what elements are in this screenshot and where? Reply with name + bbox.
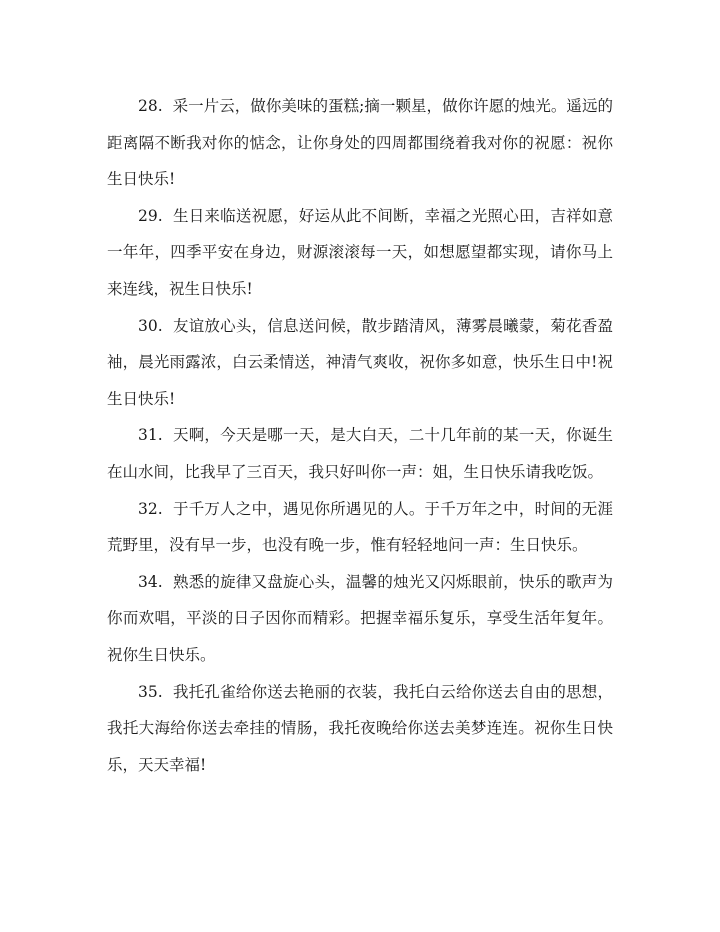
paragraph-number: 29. bbox=[138, 206, 163, 225]
paragraph-text: 熟悉的旋律又盘旋心头，温馨的烛光又闪烁眼前，快乐的歌声为你而欢唱，平淡的日子因你而精彩。把握幸福乐复乐，享受生活年复年。祝你生日快乐。 bbox=[107, 572, 613, 664]
document-body bbox=[107, 88, 613, 783]
paragraph-number: 32. bbox=[138, 499, 163, 518]
paragraph-35 bbox=[107, 674, 613, 784]
paragraph-number: 30. bbox=[138, 316, 163, 335]
paragraph-34 bbox=[107, 564, 613, 674]
paragraph-number: 31. bbox=[138, 426, 163, 445]
paragraph-text: 于千万人之中，遇见你所遇见的人。于千万年之中，时间的无涯荒野里，没有早一步，也没有晚一步，惟有轻轻地问一声：生日快乐。 bbox=[107, 499, 613, 555]
paragraph-text: 我托孔雀给你送去艳丽的衣装，我托白云给你送去自由的思想，我托大海给你送去牵挂的情肠，我托夜晚给你送去美梦连连。祝你生日快乐，天天幸福! bbox=[107, 682, 613, 774]
paragraph-text: 生日来临送祝愿，好运从此不间断，幸福之光照心田，吉祥如意一年年，四季平安在身边，财源滚滚每一天，如想愿望都实现，请你马上来连线，祝生日快乐! bbox=[107, 206, 613, 298]
paragraph-31 bbox=[107, 417, 613, 490]
paragraph-number: 34. bbox=[138, 572, 163, 591]
paragraph-30 bbox=[107, 308, 613, 418]
paragraph-28 bbox=[107, 88, 613, 198]
paragraph-text: 采一片云，做你美味的蛋糕;摘一颗星，做你许愿的烛光。遥远的距离隔不断我对你的惦念，让你身处的四周都围绕着我对你的祝愿：祝你生日快乐! bbox=[107, 97, 613, 189]
paragraph-text: 友谊放心头，信息送问候，散步踏清风，薄雾晨曦蒙，菊花香盈袖，晨光雨露浓，白云柔情送，神清气爽收，祝你多如意，快乐生日中!祝生日快乐! bbox=[107, 316, 613, 408]
paragraph-29 bbox=[107, 198, 613, 308]
paragraph-text: 天啊，今天是哪一天，是大白天，二十几年前的某一天，你诞生在山水间，比我早了三百天，我只好叫你一声：姐，生日快乐请我吃饭。 bbox=[107, 426, 613, 481]
paragraph-number: 35. bbox=[138, 682, 163, 701]
paragraph-32 bbox=[107, 491, 613, 564]
paragraph-number: 28. bbox=[138, 97, 163, 115]
